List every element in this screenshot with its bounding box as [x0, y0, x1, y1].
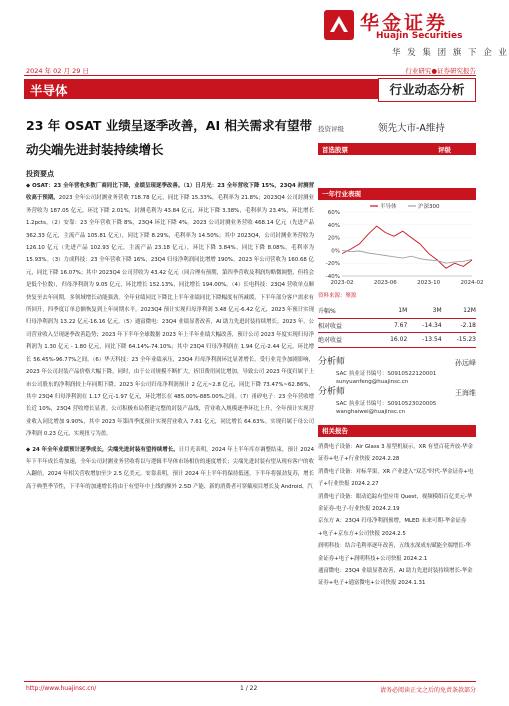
related-report-text: 润明科技：结合毛利率逐年改善，五线水深成东赋能全端增长-华金证券+电子+润明科技+公司快报	[318, 543, 471, 562]
table-cell: -15.23	[456, 336, 476, 344]
table-row	[318, 333, 476, 348]
y-tick-label: -40%	[325, 274, 340, 280]
related-report-text: 消费电子设备：眼动追踪有望应用 Quest，视频模组百亿美元-华金证券-电子-行业快报	[318, 493, 473, 513]
summary-paragraph	[26, 180, 314, 441]
analyst-card	[318, 387, 476, 416]
related-report-item[interactable]	[318, 565, 476, 590]
related-report-date: 2024.2.1	[403, 555, 428, 562]
related-reports-list	[318, 441, 476, 590]
related-report-item[interactable]	[318, 466, 476, 491]
logo-text-cn: 华金证券	[360, 12, 449, 34]
industry-performance-chart	[318, 202, 484, 290]
rating-label: 投资评级	[318, 125, 344, 133]
related-report-date: 2024.2.28	[371, 456, 400, 463]
table-cell: -2.18	[460, 321, 476, 329]
paragraph-lead: ◆ 24 年全年业绩预计逐季成长，尖端先进封装有望持续增长。	[26, 446, 179, 453]
rating-value: 领先大市-A维持	[378, 123, 445, 134]
sector-label: 半导体	[30, 83, 68, 98]
analyst-name: 孙远峰	[455, 359, 476, 367]
analyst-role: 分析师	[318, 357, 346, 367]
table-header-row	[318, 304, 476, 319]
divider	[24, 75, 476, 76]
report-date: 2024 年 02 月 29 日	[26, 67, 89, 75]
y-tick-label: 0%	[331, 248, 340, 255]
table-header-cell: 12M	[463, 307, 476, 315]
paragraph-text: 2023 全年公司封测业务营收 718.78 亿元，同比下降 15.33%，毛利率为 21.8%；2023Q4 公司封测业务营收为 187.05 亿元，环比下降 2.01%，封测毛利为 43.84 亿元，环比下降 3.38%，毛利率为 23.4%，环比增长 1.2pcts。（2）安靠：23 全年营收下降 8%，23Q4 环比下降 4%。2023 公司封测业务营收 468.14 亿元（先进产品 362.33 亿元，主流产品 105.81 亿元），同比下降 8.29%，毛利率为 14.50%；其中 2023Q4，公司封测业务营收为 126.10 亿元（先进产品 102.93 亿元，主流产品 23.18 亿元），环比下降 3.84%，同比下降 8.08%，毛利率为 15.93%。（3）力成科技：23 全年营收下降 16%，23Q4 归母净利润同比增增 190%。2023 年公司营收为 160.68 亿元，同比下降 16.07%；其中 2023Q4 公司营收为 43.42 亿元（同合理有预期，第四季营收及利润均略微调整，但将会是低个位数），归母净利润为 9.05 亿元，环比增长 152.13%，同比增长 194.00%。（4）长电科技：23Q4 营收单点顺快复至去年同期，多领域增长动能强劲。全年业绩同比下降比上半年业绩同比下降幅度有所减缓，下半年部分客户需求有所回升，四季度订单总额恢复到上年同期水平。2023Q4 预计实现归母净利润 3.48 亿元-6.42 亿元，2023 年预计实现归母净利润为 13.22 亿元-16.16 亿元。（5）通富微电：23Q4 业绩显著改善，AI 助力先进封装持续增长。2023 年，公司营业收入呈现逐季改善趋势；2023 年下半年全球数据 2023 年上半年业绩大幅改善，预计公司 2023 年度实现归母净利润为 1.30 亿元 - 1.80 亿元，同比下降 64.14%-74.10%；其中 23Q4 归母净利润在 1.94 亿元-2.44 亿元，环比增长 56.45%-96.77%之间。（6）华天科技：23 全年业绩承压，23Q4 归母净利润环比显著增长。受行业竞争加剧影响，2023 年公司封装产品价格大幅下降，同时，由于公司规模不断扩大，折旧费用同比增加，导致公司 2023 年度归属于上市公司股东的净利润较上年同期下降。2023 年公司归母净利润预计 2 亿元~2.8 亿元，同比下降 73.47%~62.86%，其中 23Q4 归母净利润在 1.17 亿元-1.97 亿元，环比增长在 485.00%-885.00%之间。（7）甬矽电子：23 全年营收增长近 10%，23Q4 营收增长显著。公司积极布局搭建完整的封装产品线，营业收入规模逐季环比上升，全年预计实现营业收入同比增加 9.90%，其中 2023 年第四季度预计实现营业收入 7.61 亿元，同比增长 64.63%。实现归属于母公司净利润 0.23 亿元，实现扭亏为盈。	[26, 195, 314, 438]
table-cell: 7.67	[393, 321, 408, 329]
table-header-cell: 升幅%	[318, 308, 336, 316]
analyst-name: 王海维	[455, 389, 476, 397]
stocks-bar-left: 首选股票	[322, 146, 348, 154]
stocks-bar-right: 评级	[438, 146, 451, 154]
perf-bar-title: 一年行业表现	[322, 190, 361, 198]
huajin-logo-icon	[322, 8, 356, 42]
x-tick-label: 2024-02	[460, 280, 484, 286]
paragraph-text: 日月光表明，2024 年上半年库存调整结束，预计 2024 年下半年成长将加速，全年公司封测业务营收将以与逻辑半导体市场相仿的速度增长；尖端先进封装有望从现有客户的收入翻倍，2024 年相关营收增加至少 2.5 亿美元。安靠表明，预计 2024 年上半年将保持低迷，下半年将强劲复苏，增长高于典型季节性，下半年的加速增长将由于有望年中上线的额外 2.5D 产能、新的消费者可穿戴项目增长及 Android、汽	[26, 446, 314, 490]
table-row	[318, 319, 476, 334]
related-bar-title: 相关报告	[322, 427, 348, 435]
analyst-cert: SAC 执业证书编号：S0910522120001	[336, 371, 437, 377]
table-header-cell: 3M	[432, 307, 442, 315]
analyst-cert: SAC 执业证书编号：S0910523020005	[336, 401, 437, 407]
table-header-cell: 1M	[398, 307, 408, 315]
logo-text-en: Huajin Securities	[376, 31, 463, 41]
report-type: 行业动态分析	[378, 78, 476, 102]
related-report-date: 2024.2.27	[351, 481, 379, 488]
paragraph-lead: ◆ OSAT：23 全年营收多数厂商同比下降，业绩呈现逐季改善。（1）日月光：23 全年营收下降 15%，23Q4 封测营收高于预期。	[26, 183, 314, 202]
related-report-item[interactable]	[318, 540, 476, 565]
analyst-email: wanghaiwei@huajinsc.cn	[336, 409, 406, 415]
x-tick-label: 2023-06	[373, 280, 397, 286]
analyst-card	[318, 357, 476, 386]
legend-label: 沪深300	[418, 204, 440, 210]
y-tick-label: 40%	[327, 222, 340, 229]
y-tick-label: 60%	[327, 210, 340, 216]
x-tick-label: 2023-02	[330, 280, 354, 286]
related-report-text: 消费电子设备：对标苹果，XR 产业进入"双芯"时代-华金证券+电子+行业快报	[318, 468, 474, 488]
analyst-email: sunyuanfeng@huajinsc.cn	[336, 379, 409, 385]
legend-label: 半导体	[380, 204, 397, 210]
tagline: 华 发 集 团 旗 下 企 业	[392, 48, 509, 58]
disclaimer-note: 请务必阅读正文之后的免责条款部分	[379, 687, 476, 694]
chart-source: 资料来源：聚源	[318, 293, 357, 299]
website-link[interactable]: http://www.huajinsc.cn/	[26, 685, 97, 692]
related-report-item[interactable]	[318, 491, 476, 516]
related-report-text: 通富微电：23Q4 业绩显著改善，AI 助力先进封装持续增长-华金证券+电子+通富微电+公司快报	[318, 568, 473, 587]
performance-table	[318, 304, 476, 348]
report-tags: 行业研究●证券研究报告	[405, 67, 476, 75]
summary-body	[26, 180, 314, 493]
related-report-text: 消费电子设备：Air Glass 3 原型机展示，XR 有望百花齐放-华金证券+电子+行业快报	[318, 444, 473, 463]
table-cell: -13.54	[422, 336, 442, 344]
related-report-item[interactable]	[318, 515, 476, 540]
table-cell: -14.34	[422, 321, 442, 329]
related-report-date: 2024.2.5	[381, 530, 406, 537]
related-report-text: 京东方 A：23Q4 归母净利润预增，MLED 未来可期-华金证券+电子+京东方+公司快报	[318, 518, 467, 537]
report-title: 23 年 OSAT 业绩呈逐季改善，AI 相关需求有望带动尖端先进封装持续增长	[26, 118, 312, 157]
related-report-item[interactable]	[318, 441, 476, 466]
table-cell: 16.02	[390, 336, 408, 344]
table-cell: 绝对收益	[318, 337, 343, 345]
related-report-date: 2024.2.19	[372, 506, 400, 513]
series-line	[342, 250, 472, 263]
page-number: 1 / 22	[240, 685, 258, 692]
summary-heading: 投资要点	[26, 170, 54, 178]
related-report-date: 2024.1.31	[397, 580, 426, 587]
analyst-role: 分析师	[318, 387, 346, 397]
y-tick-label: 20%	[327, 235, 340, 242]
summary-paragraph	[26, 444, 314, 494]
table-cell: 相对收益	[318, 322, 343, 330]
x-tick-label: 2023-10	[417, 280, 441, 286]
footer-divider	[24, 681, 476, 682]
y-tick-label: -20%	[325, 261, 340, 268]
